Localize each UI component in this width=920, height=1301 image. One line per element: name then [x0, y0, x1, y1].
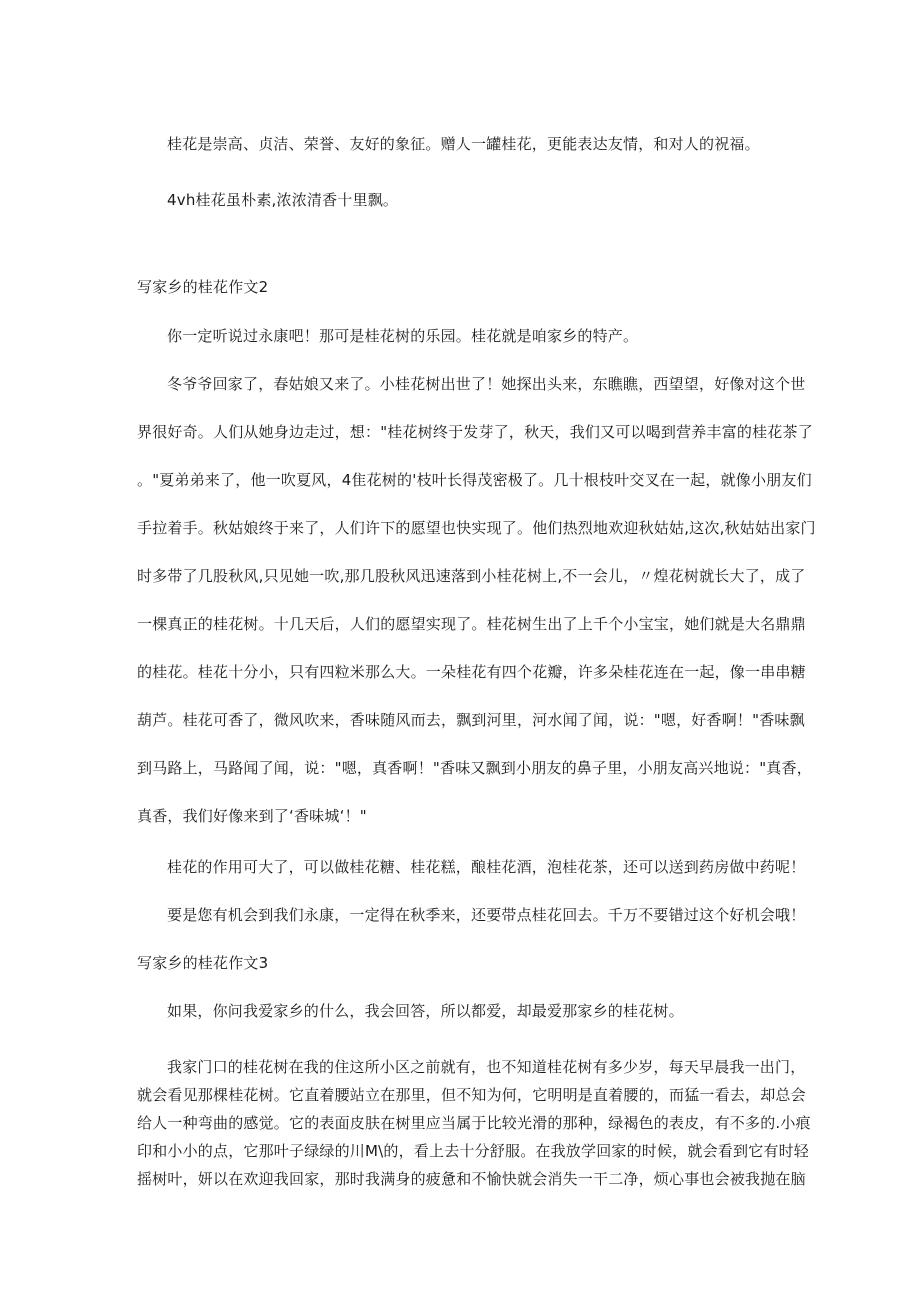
paragraph-seasons-line: 一棵真正的桂花树。十几天后，人们的愿望实现了。桂花树生出了上千个小宝宝，她们就是大名鼎鼎: [137, 615, 806, 633]
paragraph-invitation: 要是您有机会到我们永康，一定得在秋季来，还要带点桂花回去。千万不要错过这个好机会哦！: [167, 906, 806, 924]
paragraph-tree-description-line: 摇树叶，妍以在欢迎我回家，那时我满身的疲惫和不愉快就会消失一干二净，烦心事也会被我抛在脑: [137, 1170, 806, 1188]
paragraph-osmanthus-uses: 桂花的作用可大了，可以做桂花糖、桂花糕，酿桂花酒，泡桂花茶，还可以送到药房做中药呢！: [167, 858, 806, 876]
paragraph-love-hometown: 如果，你问我爱家乡的什么，我会回答，所以都爱，却最爱那家乡的桂花树。: [167, 1002, 684, 1020]
paragraph-seasons-line: 到马路上，马路闻了闻，说："嗯，真香啊！"香味又飘到小朋友的鼻子里，小朋友高兴地说："真香，: [137, 759, 812, 777]
paragraph-seasons-line: 。"夏弟弟来了，他一吹夏风，4隹花树的'枝叶长得茂密极了。几十根枝叶交叉在一起，就像小朋友们: [137, 471, 812, 489]
paragraph-seasons-line: 真香，我们好像来到了‘香味城‘！": [137, 807, 367, 825]
paragraph-osmanthus-fragrance: 4vh桂花虽朴素,浓浓清香十里飘。: [167, 191, 399, 209]
paragraph-seasons-line: 界很好奇。人们从她身边走过，想："桂花树终于发芽了，秋天，我们又可以喝到营养丰富的桂花茶了: [137, 423, 813, 441]
paragraph-seasons-line: 葫芦。桂花可香了，微风吹来，香味随风而去，飘到河里，河水闻了闻，说："嗯，好香啊！"香味飘: [137, 711, 805, 729]
paragraph-seasons-line: 手拉着手。秋姑娘终于来了，人们许下的愿望也快实现了。他们热烈地欢迎秋姑姑,这次,秋姑姑出家门: [137, 519, 816, 537]
paragraph-seasons-line: 冬爷爷回家了，春姑娘又来了。小桂花树出世了！她探出头来，东瞧瞧，西望望，好像对这个世: [167, 375, 806, 393]
paragraph-tree-description-line: 给人一种弯曲的感觉。它的表面皮肤在树里应当属于比较光滑的那种，绿褐色的表皮，有不多的.小痕: [137, 1114, 811, 1132]
paragraph-seasons-line: 的桂花。桂花十分小，只有四粒米那么大。一朵桂花有四个花瓣，许多朵桂花连在一起，像一串串糖: [137, 663, 806, 681]
paragraph-tree-description-line: 就会看见那棵桂花树。它直着腰站立在那里，但不知为何，它明明是直着腰的，而猛一看去，却总会: [137, 1086, 806, 1104]
paragraph-tree-description-line: 我家门口的桂花树在我的住这所小区之前就有，也不知道桂花树有多少岁，每天早晨我一出门，: [167, 1058, 806, 1076]
paragraph-osmanthus-symbol: 桂花是崇高、贞洁、荣誉、友好的象征。赠人一罐桂花，更能表达友情，和对人的祝福。: [167, 135, 760, 153]
heading-essay-2: 写家乡的桂花作文2: [137, 278, 269, 296]
paragraph-tree-description-line: 印和小小的点，它那叶子绿绿的川M\的，看上去十分舒服。在我放学回家的时候，就会看到它有时轻: [137, 1142, 810, 1160]
paragraph-seasons-line: 时多带了几股秋风,只见她一吹,那几股秋风迅速落到小桂花树上,不一会儿，〃煌花树就长大了，成了: [137, 567, 806, 585]
paragraph-yongkang-intro: 你一定听说过永康吧！那可是桂花树的乐园。桂花就是咱家乡的特产。: [167, 327, 639, 345]
heading-essay-3: 写家乡的桂花作文3: [137, 954, 269, 972]
